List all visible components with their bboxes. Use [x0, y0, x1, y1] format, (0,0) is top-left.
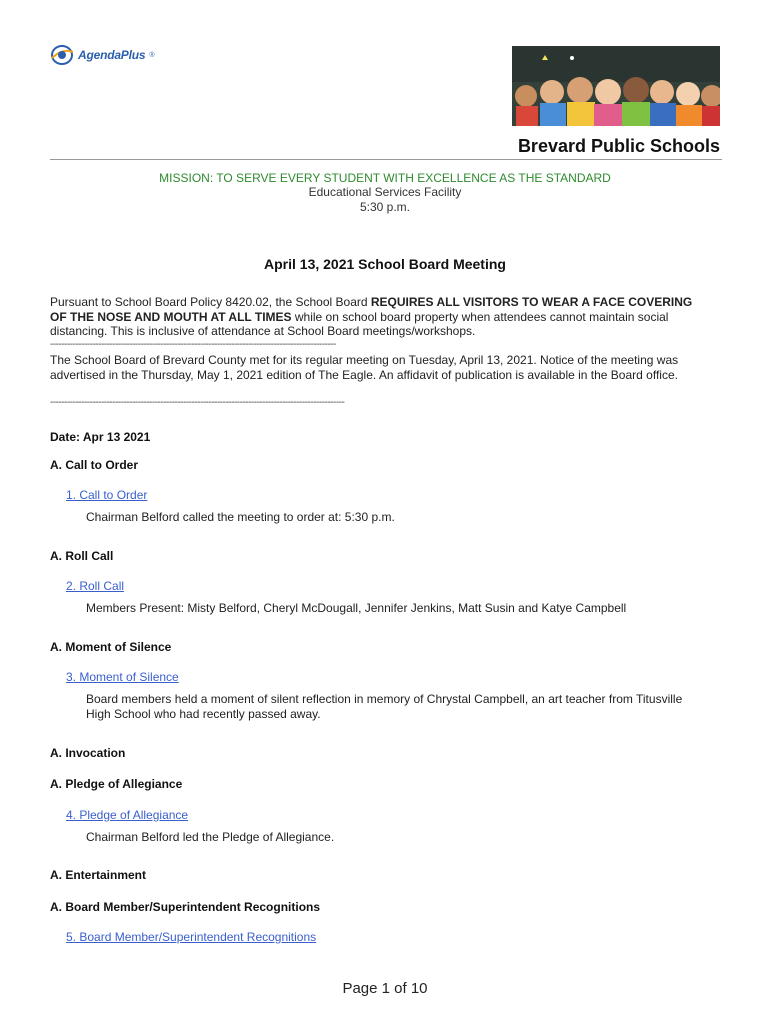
section-heading-roll-call: A. Roll Call — [50, 549, 114, 563]
agenda-link-recognitions[interactable]: 5. Board Member/Superintendent Recognitions — [66, 930, 317, 944]
agenda-link-pledge[interactable]: 4. Pledge of Allegiance — [66, 808, 189, 822]
section-heading-moment-of-silence: A. Moment of Silence — [50, 640, 172, 654]
globe-icon — [50, 44, 74, 66]
agenda-item-text: Chairman Belford led the Pledge of Allegiance. — [86, 830, 335, 844]
section-heading-pledge: A. Pledge of Allegiance — [50, 777, 183, 791]
children-photo-illustration — [512, 46, 720, 126]
header-divider — [50, 159, 722, 160]
agenda-item-text: Members Present: Misty Belford, Cheryl McDougall, Jennifer Jenkins, Matt Susin and Katye Campbell — [86, 601, 627, 615]
notice-text-post: while on school board property when attendees cannot maintain social distancing. This is inclusive of attendance at School Board meetings/workshops. — [50, 309, 669, 338]
section-heading-invocation: A. Invocation — [50, 746, 126, 760]
organization-name: Brevard Public Schools — [517, 136, 720, 156]
meeting-date: Date: Apr 13 2021 — [50, 430, 151, 444]
meeting-time: 5:30 p.m. — [359, 200, 411, 214]
meeting-title: April 13, 2021 School Board Meeting — [264, 256, 506, 272]
facility-name: Educational Services Facility — [308, 185, 462, 199]
logo-registered-mark: ® — [149, 51, 155, 59]
agenda-link-roll-call[interactable]: 2. Roll Call — [66, 579, 125, 593]
agenda-link-call-to-order[interactable]: 1. Call to Order — [66, 488, 148, 502]
logo-text: AgendaPlus — [78, 48, 146, 62]
notice-text-pre: Pursuant to School Board Policy 8420.02, the School Board — [50, 295, 371, 309]
section-heading-recognitions: A. Board Member/Superintendent Recognitions — [50, 900, 321, 914]
page-number: Page 1 of 10 — [342, 980, 428, 997]
agenda-item-text: Board members held a moment of silent reflection in memory of Chrystal Campbell, an art teacher from Titusville High School who had recently passed away. — [86, 692, 683, 721]
agendaplus-logo — [50, 44, 155, 66]
mask-notice — [50, 295, 710, 339]
section-heading-entertainment: A. Entertainment — [50, 868, 147, 882]
agenda-link-moment-of-silence[interactable]: 3. Moment of Silence — [66, 670, 179, 684]
meeting-notice: The School Board of Brevard County met for its regular meeting on Tuesday, April 13, 2021. Notice of the meeting was advertised in the Thursday, May 1, 2021 edition of The Eagle. An affidavit of publication is available in the Board office. — [50, 353, 679, 382]
divider-line: ----------------------------------------------------------------------------------------------------- — [50, 339, 336, 350]
mission-statement: MISSION: TO SERVE EVERY STUDENT WITH EXCELLENCE AS THE STANDARD — [159, 171, 611, 185]
section-heading-call-to-order: A. Call to Order — [50, 458, 139, 472]
divider-line: -------------------------------------------------------------------------------------------------------- — [50, 397, 345, 408]
header-photo — [512, 46, 720, 126]
agenda-item-text: Chairman Belford called the meeting to order at: 5:30 p.m. — [86, 510, 395, 524]
notice-text-bold: REQUIRES ALL VISITORS TO WEAR A FACE COVERING OF THE NOSE AND MOUTH AT ALL TIMES — [50, 295, 693, 324]
